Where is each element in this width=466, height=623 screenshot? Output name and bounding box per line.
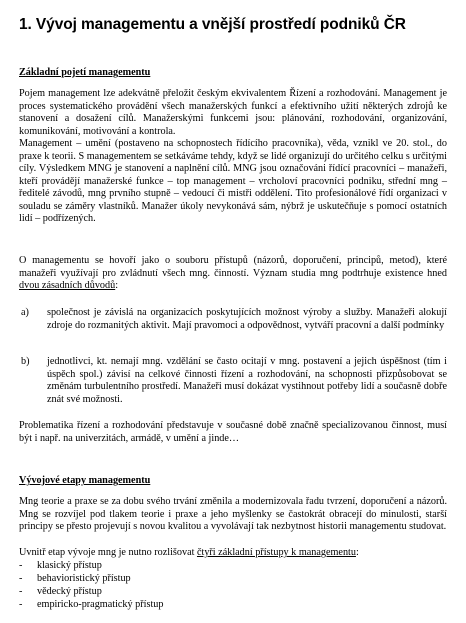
- underlined-two-reasons: dvou zásadních důvodů: [19, 280, 116, 291]
- paragraph-approaches-colon: :: [115, 280, 119, 291]
- paragraph-development: Mng teorie a praxe se za dobu svého trvání změnila a modernizovala řadu tvrzení, doporučení a názorů. Mng se rozvíjel pod tlakem teorie i praxe a jeho myšlenky se častokrát obracejí do minulosti, starší principy se přesto projevují s novou kvalitou a vyvolávají tak nezbytnost historii managementu studovat.: [19, 496, 447, 532]
- underlined-four-approaches: čtyři základní přístupy k managementu: [196, 547, 356, 558]
- approach-label: klasický přístup: [37, 560, 102, 571]
- paragraph-approaches-text: O managementu se hovoří jako o souboru přístupů (názorů, doporučení, principů, metod), které manažeři využívají pro zvládnutí všech mng. činností. Význam studia mng podtrhuje existence hned: [19, 255, 447, 279]
- paragraph-management-art: Management – umění (postaveno na schopnostech řídícího pracovníka), věda, vznikl ve 20. stol., do praxe k teorii. S managementem se setkáváme tehdy, když se lidé organizují do určitého celku s určitými cíly. Výsledkem MNG je stanovení a naplnění cílů. MNG jsou označováni řídící pracovníci – manažeři, kteří provádějí manažerské funkce – top management – vrcholoví pracovníci podniku, střední mng – ředitelé závodů, mng prvního stupně – vedoucí či mistři oddělení. Tito profesionálové řídí organizaci v souladu se záměry vlastníků. Manažer úkoly nevykonává sám, nýbrž je uskutečňuje s pomocí ostatních lidí – podřízených.: [19, 138, 447, 224]
- section-heading-basic-concept: Základní pojetí managementu: [19, 67, 151, 78]
- document-title: 1. Vývoj managementu a vnější prostředí podniků ČR: [19, 16, 406, 33]
- paragraph-four-approaches-colon: :: [355, 547, 359, 558]
- approach-label: vědecký přístup: [37, 586, 102, 597]
- list-marker: b): [21, 356, 30, 367]
- list-item-text: jednotlivci, kt. nemají mng. vzdělání se často ocitají v mng. postavení a jejich úspěšnost (tím i úspěch spol.) závisí na celkové činnosti řízení a rozhodování, na schopnosti přizpůsobovat se změnám turbulentního prostředí. Manažeři musí dokázat vystihnout potřeby lidí a současně dobře znát své možnosti.: [47, 356, 447, 405]
- approach-label: behavioristický přístup: [37, 573, 131, 584]
- list-marker: a): [21, 307, 29, 318]
- paragraph-problematika: Problematika řízení a rozhodování představuje v současné době značně specializovanou činnost, musí být i např. na univerzitách, armádě, v umění a jinde…: [19, 420, 447, 444]
- section-heading-development-stages: Vývojové etapy managementu: [19, 475, 151, 486]
- paragraph-four-approaches-text: Uvnitř etap vývoje mng je nutno rozlišovat: [19, 547, 197, 558]
- paragraph-definition: Pojem management lze adekvátně přeložit českým ekvivalentem Řízení a rozhodování. Management je proces systematického provádění všech manažerských funkcí a efektivního užití některých zdrojů ke stanovení a dosažení cílů. Manažerskými funkcemi jsou: plánování, rozhodování, organizování, komunikování, motivování a kontrola.: [19, 88, 447, 137]
- list-item-a: [19, 307, 447, 332]
- list-item-b: [19, 356, 447, 406]
- paragraph-approaches: [19, 255, 447, 293]
- list-item-text: společnost je závislá na organizacích poskytujících možnost výroby a služby. Manažeři alokují zdroje do rozmanitých aktivit. Mají pravomoci a odpovědnost, vytváří pracovní a další podmínky: [47, 307, 447, 331]
- paragraph-four-approaches: [19, 547, 447, 560]
- approach-label: empiricko-pragmatický přístup: [37, 599, 164, 610]
